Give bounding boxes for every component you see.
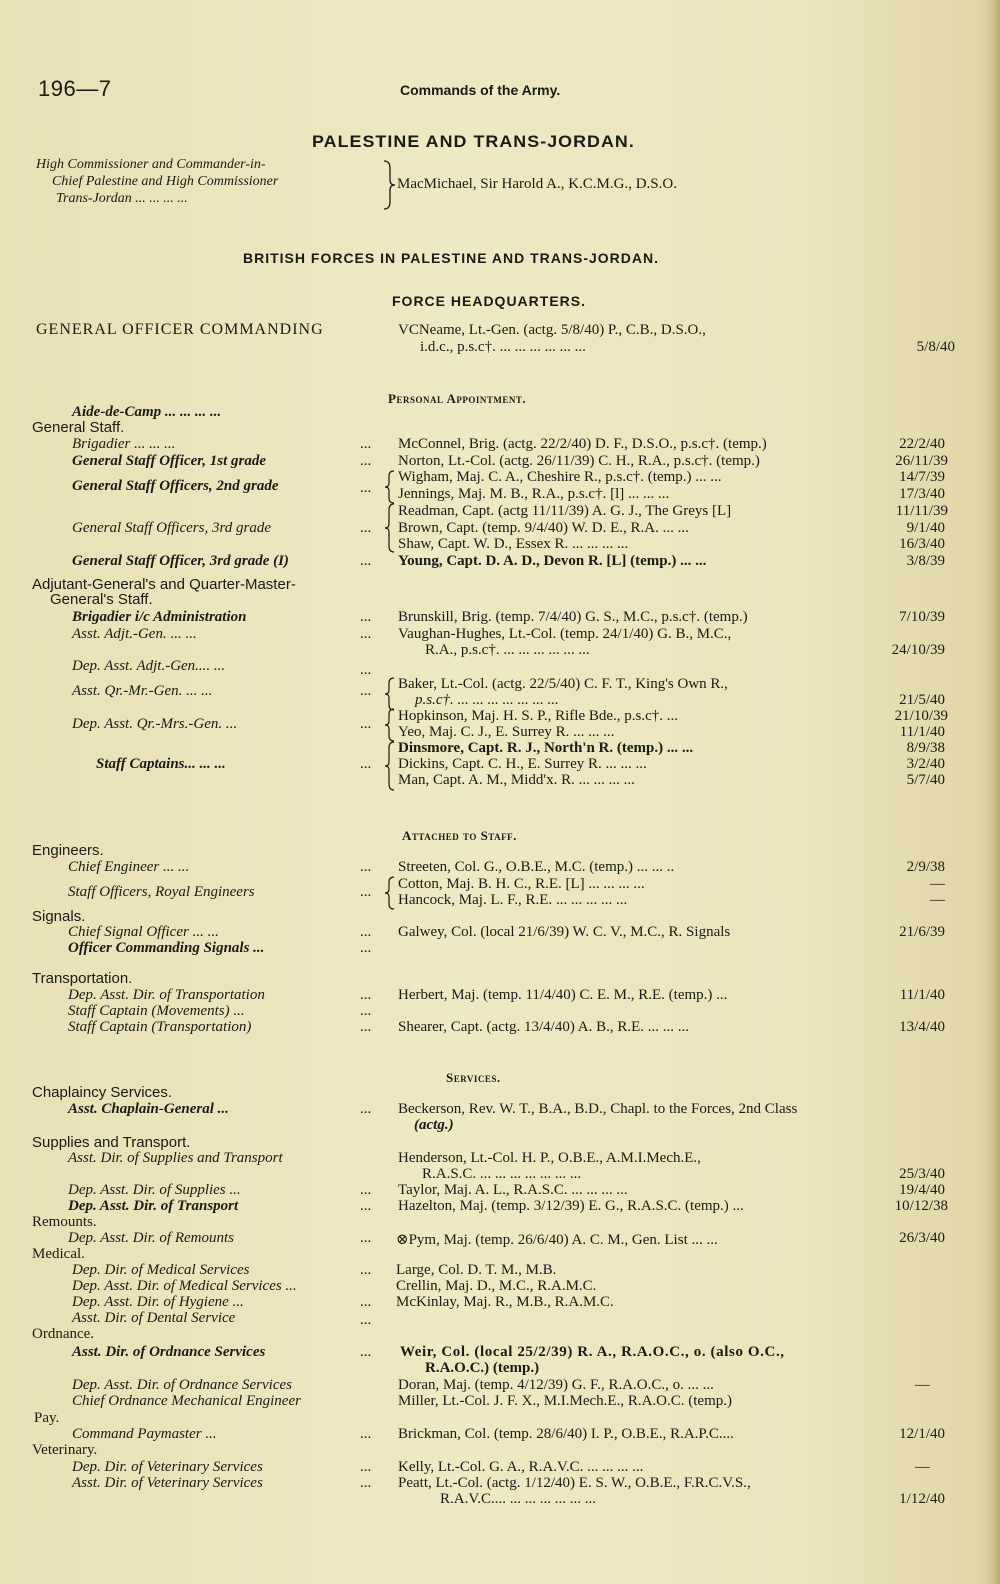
leader-dots: ... — [360, 1230, 372, 1246]
gs-entry: Norton, Lt.-Col. (actg. 26/11/39) C. H., R.A., p.s.c†. (temp.) — [398, 453, 760, 469]
leader-dots: ... — [360, 626, 372, 642]
brace-icon — [384, 503, 396, 553]
ord-date: — — [915, 1377, 930, 1393]
heading-veterinary: Veterinary. — [32, 1442, 98, 1458]
brace-icon — [384, 470, 396, 504]
leader-dots: ... — [360, 716, 372, 732]
goc-entry-line-2: i.d.c., p.s.c†. ... ... ... ... ... ... — [420, 339, 586, 355]
ag-date: 7/10/39 — [899, 609, 945, 625]
section-title-force-hq: FORCE HEADQUARTERS. — [392, 293, 587, 309]
leader-dots: ... — [360, 1198, 372, 1214]
rem-label: Dep. Asst. Dir. of Remounts — [68, 1230, 234, 1246]
med-label: Dep. Dir. of Medical Services — [72, 1262, 250, 1278]
gs-label: General Staff Officer, 3rd grade (I) — [72, 553, 289, 569]
ag-entry: p.s.c†. ... ... ... ... ... ... ... — [415, 692, 559, 708]
chap-label: Asst. Chaplain-General ... — [68, 1101, 229, 1117]
heading-supplies-transport: Supplies and Transport. — [32, 1134, 191, 1151]
ag-date: 5/7/40 — [906, 772, 945, 788]
gs-date: 16/3/40 — [899, 536, 945, 552]
sup-label: Dep. Asst. Dir. of Supplies ... — [68, 1182, 241, 1198]
sup-date: 25/3/40 — [899, 1166, 945, 1182]
sup-entry: R.A.S.C. ... ... ... ... ... ... ... — [422, 1166, 582, 1182]
ag-entry: Baker, Lt.-Col. (actg. 22/5/40) C. F. T., King's Own R., — [398, 676, 728, 692]
trn-label: Staff Captain (Movements) ... — [68, 1003, 245, 1019]
leader-dots: ... — [360, 553, 372, 569]
ord-entry: Weir, Col. (local 25/2/39) R. A., R.A.O.C., o. (also O.C., — [400, 1344, 785, 1360]
gs-entry: Brown, Capt. (temp. 9/4/40) W. D. E., R.A. ... ... — [398, 520, 689, 536]
hc-holder: MacMichael, Sir Harold A., K.C.M.G., D.S.O. — [397, 176, 677, 192]
ag-entry: Dickins, Capt. C. H., E. Surrey R. ... ... ... — [398, 756, 647, 772]
ord-entry: R.A.O.C.) (temp.) — [425, 1360, 540, 1376]
ag-entry: Man, Capt. A. M., Midd'x. R. ... ... ... ... — [398, 772, 635, 788]
ag-entry: Hopkinson, Maj. H. S. P., Rifle Bde., p.s.c†. ... — [398, 708, 679, 724]
ag-entry: R.A., p.s.c†. ... ... ... ... ... ... — [425, 642, 590, 658]
ord-entry: Doran, Maj. (temp. 4/12/39) G. F., R.A.O.C., o. ... ... — [398, 1377, 714, 1393]
heading-engineers: Engineers. — [32, 842, 104, 859]
med-entry: McKinlay, Maj. R., M.B., R.A.M.C. — [396, 1294, 614, 1310]
ag-date: 8/9/38 — [906, 740, 945, 756]
leader-dots: ... — [360, 1475, 372, 1491]
sup-date: 19/4/40 — [899, 1182, 945, 1198]
leader-dots: ... — [360, 436, 372, 452]
ag-entry: Brunskill, Brig. (temp. 7/4/40) G. S., M.C., p.s.c†. (temp.) — [398, 609, 748, 625]
leader-dots: ... — [360, 609, 372, 625]
vet-date: 1/12/40 — [899, 1491, 945, 1507]
heading-ag-qmg-line-1: Adjutant-General's and Quarter-Master- — [32, 576, 296, 593]
vet-date: — — [915, 1459, 930, 1475]
brace-icon — [384, 708, 396, 742]
pay-label: Command Paymaster ... — [72, 1426, 217, 1442]
leader-dots: ... — [360, 756, 372, 772]
gs-label: General Staff Officers, 3rd grade — [72, 520, 272, 536]
leader-dots: ... — [360, 1294, 372, 1310]
heading-signals: Signals. — [32, 908, 86, 925]
hc-label-line-2: Chief Palestine and High Commissioner — [52, 174, 279, 189]
sup-entry: Hazelton, Maj. (temp. 3/12/39) E. G., R.A.S.C. (temp.) ... — [398, 1198, 744, 1214]
ord-entry: Miller, Lt.-Col. J. F. X., M.I.Mech.E., R.A.O.C. (temp.) — [398, 1393, 733, 1409]
section-title-british-forces: BRITISH FORCES IN PALESTINE AND TRANS-JORDAN. — [243, 250, 660, 266]
leader-dots: ... — [360, 1344, 372, 1360]
gs-date: 3/8/39 — [906, 553, 945, 569]
heading-medical: Medical. — [32, 1246, 85, 1262]
sup-date: 10/12/38 — [894, 1198, 948, 1214]
goc-entry-line-1: VCNeame, Lt.-Gen. (actg. 5/8/40) P., C.B., D.S.O., — [398, 322, 706, 338]
leader-dots: ... — [360, 924, 372, 940]
leader-dots: ... — [360, 884, 372, 900]
ag-entry: Dinsmore, Capt. R. J., North'n R. (temp.) ... ... — [398, 740, 694, 756]
leader-dots: ... — [360, 1312, 372, 1328]
gs-label: General Staff Officer, 1st grade — [72, 453, 267, 469]
ag-label: Asst. Adjt.-Gen. ... ... — [72, 626, 197, 642]
leader-dots: ... — [360, 940, 372, 956]
gs-date: 26/11/39 — [895, 453, 948, 469]
trn-label: Dep. Asst. Dir. of Transportation — [68, 987, 265, 1003]
gs-label: General Staff Officers, 2nd grade — [72, 478, 279, 494]
leader-dots: ... — [360, 683, 372, 699]
vet-label: Dep. Dir. of Veterinary Services — [72, 1459, 263, 1475]
pay-entry: Brickman, Col. (temp. 28/6/40) I. P., O.B.E., R.A.P.C.... — [398, 1426, 734, 1442]
vet-entry: Kelly, Lt.-Col. G. A., R.A.V.C. ... ... ... ... — [398, 1459, 644, 1475]
leader-dots: ... — [360, 520, 372, 536]
trn-label: Staff Captain (Transportation) — [68, 1019, 252, 1035]
subsection-services: Services. — [446, 1070, 501, 1085]
ag-label: Dep. Asst. Qr.-Mrs.-Gen. ... — [72, 716, 238, 732]
eng-date: — — [930, 876, 945, 892]
rem-date: 26/3/40 — [899, 1230, 945, 1246]
subsection-attached-to-staff: Attached to Staff. — [402, 828, 517, 843]
trn-date: 11/1/40 — [899, 987, 945, 1003]
ag-entry: Yeo, Maj. C. J., E. Surrey R. ... ... ... — [398, 724, 615, 740]
ag-label: Brigadier i/c Administration — [72, 609, 247, 625]
sig-label: Officer Commanding Signals ... — [68, 940, 265, 956]
eng-entry: Cotton, Maj. B. H. C., R.E. [L] ... ... ... ... — [398, 876, 645, 892]
heading-ag-qmg-line-2: General's Staff. — [50, 591, 153, 608]
trn-entry: Shearer, Capt. (actg. 13/4/40) A. B., R.E. ... ... ... — [398, 1019, 690, 1035]
sup-entry: Henderson, Lt.-Col. H. P., O.B.E., A.M.I.Mech.E., — [398, 1150, 701, 1166]
leader-dots: ... — [360, 1101, 372, 1117]
ag-date: 21/10/39 — [894, 708, 948, 724]
sig-date: 21/6/39 — [899, 924, 945, 940]
sig-entry: Galwey, Col. (local 21/6/39) W. C. V., M.C., R. Signals — [398, 924, 731, 940]
leader-dots: ... — [360, 1459, 372, 1475]
gs-date: 9/1/40 — [906, 520, 945, 536]
gs-entry: McConnel, Brig. (actg. 22/2/40) D. F., D.S.O., p.s.c†. (temp.) — [398, 436, 767, 452]
leader-dots: ... — [360, 1426, 372, 1442]
eng-label: Staff Officers, Royal Engineers — [68, 884, 255, 900]
aide-de-camp-label: Aide-de-Camp ... ... ... ... — [72, 404, 222, 420]
vet-entry: Peatt, Lt.-Col. (actg. 1/12/40) E. S. W., O.B.E., F.R.C.V.S., — [398, 1475, 751, 1491]
leader-dots: ... — [360, 480, 372, 496]
ord-label: Chief Ordnance Mechanical Engineer — [72, 1393, 301, 1409]
med-label: Dep. Asst. Dir. of Medical Services ... — [72, 1278, 297, 1294]
leader-dots: ... — [360, 1182, 372, 1198]
eng-date: — — [930, 892, 945, 908]
ord-label: Asst. Dir. of Ordnance Services — [72, 1344, 266, 1360]
gs-date: 22/2/40 — [899, 436, 945, 452]
ag-date: 24/10/39 — [891, 642, 945, 658]
section-title-palestine: PALESTINE AND TRANS-JORDAN. — [312, 132, 635, 151]
hc-label-line-1: High Commissioner and Commander-in- — [36, 157, 266, 172]
gs-label: Brigadier ... ... ... — [72, 436, 176, 452]
goc-date: 5/8/40 — [916, 339, 955, 355]
gs-entry: Wigham, Maj. C. A., Cheshire R., p.s.c†. (temp.) ... ... — [398, 469, 722, 485]
leader-dots: ... — [360, 1019, 372, 1035]
gs-entry: Jennings, Maj. M. B., R.A., p.s.c†. [l] ... ... ... — [398, 486, 670, 502]
running-head: Commands of the Army. — [400, 82, 561, 98]
heading-remounts: Remounts. — [32, 1214, 97, 1230]
brace-icon — [384, 677, 396, 711]
ag-label: Asst. Qr.-Mr.-Gen. ... ... — [72, 683, 213, 699]
pay-date: 12/1/40 — [899, 1426, 945, 1442]
vet-entry: R.A.V.C.... ... ... ... ... ... ... — [440, 1491, 596, 1507]
sup-label: Dep. Asst. Dir. of Transport — [68, 1198, 239, 1214]
heading-chaplaincy: Chaplaincy Services. — [32, 1084, 173, 1101]
ag-date: 3/2/40 — [906, 756, 945, 772]
ag-date: 11/1/40 — [899, 724, 945, 740]
sup-label: Asst. Dir. of Supplies and Transport — [68, 1150, 283, 1166]
eng-label: Chief Engineer ... ... — [68, 859, 190, 875]
ag-date: 21/5/40 — [899, 692, 945, 708]
subsection-personal-appointment: Personal Appointment. — [388, 391, 527, 406]
sig-label: Chief Signal Officer ... ... — [68, 924, 219, 940]
med-entry: Crellin, Maj. D., M.C., R.A.M.C. — [396, 1278, 597, 1294]
med-entry: Large, Col. D. T. M., M.B. — [396, 1262, 557, 1278]
trn-date: 13/4/40 — [899, 1019, 945, 1035]
gs-entry: Shaw, Capt. W. D., Essex R. ... ... ... ... — [398, 536, 629, 552]
leader-dots: ... — [360, 1003, 372, 1019]
eng-entry: Streeten, Col. G., O.B.E., M.C. (temp.) ... ... .. — [398, 859, 675, 875]
page-number: 196—7 — [38, 76, 112, 101]
leader-dots: ... — [360, 1262, 372, 1278]
ord-label: Dep. Asst. Dir. of Ordnance Services — [72, 1377, 292, 1393]
med-label: Dep. Asst. Dir. of Hygiene ... — [72, 1294, 244, 1310]
trn-entry: Herbert, Maj. (temp. 11/4/40) C. E. M., R.E. (temp.) ... — [398, 987, 728, 1003]
rem-entry: ⊗Pym, Maj. (temp. 26/6/40) A. C. M., Gen. List ... ... — [396, 1232, 718, 1248]
heading-general-staff: General Staff. — [32, 419, 125, 436]
heading-transportation: Transportation. — [32, 970, 133, 987]
eng-entry: Hancock, Maj. L. F., R.E. ... ... ... ... ... — [398, 892, 628, 908]
sup-entry: Taylor, Maj. A. L., R.A.S.C. ... ... ... ... — [398, 1182, 628, 1198]
ag-label: Dep. Asst. Adjt.-Gen.... ... — [72, 658, 226, 674]
vet-label: Asst. Dir. of Veterinary Services — [72, 1475, 263, 1491]
leader-dots: ... — [360, 662, 372, 678]
brace-icon — [384, 741, 396, 791]
heading-ordnance: Ordnance. — [32, 1326, 95, 1342]
med-label: Asst. Dir. of Dental Service — [72, 1310, 236, 1326]
brace-icon — [382, 160, 396, 210]
ag-label: Staff Captains... ... ... — [96, 756, 226, 772]
heading-pay: Pay. — [34, 1410, 60, 1426]
gs-entry: Readman, Capt. (actg 11/11/39) A. G. J., The Greys [L] — [398, 503, 732, 519]
ag-entry: Vaughan-Hughes, Lt.-Col. (temp. 24/1/40) G. B., M.C., — [398, 626, 732, 642]
gs-date: 14/7/39 — [899, 469, 945, 485]
chap-entry-line-2: (actg.) — [414, 1117, 454, 1133]
leader-dots: ... — [360, 453, 372, 469]
gs-entry: Young, Capt. D. A. D., Devon R. [L] (temp.) ... ... — [398, 553, 707, 569]
page-edge-shadow — [986, 0, 1000, 1584]
chap-entry-line-1: Beckerson, Rev. W. T., B.A., B.D., Chapl. to the Forces, 2nd Class — [398, 1101, 798, 1117]
eng-date: 2/9/38 — [906, 859, 945, 875]
leader-dots: ... — [360, 859, 372, 875]
leader-dots: ... — [360, 987, 372, 1003]
brace-icon — [384, 876, 396, 910]
gs-date: 11/11/39 — [895, 503, 948, 519]
hc-label-line-3: Trans-Jordan ... ... ... ... — [56, 191, 188, 206]
goc-label: GENERAL OFFICER COMMANDING — [36, 321, 324, 338]
gs-date: 17/3/40 — [899, 486, 945, 502]
